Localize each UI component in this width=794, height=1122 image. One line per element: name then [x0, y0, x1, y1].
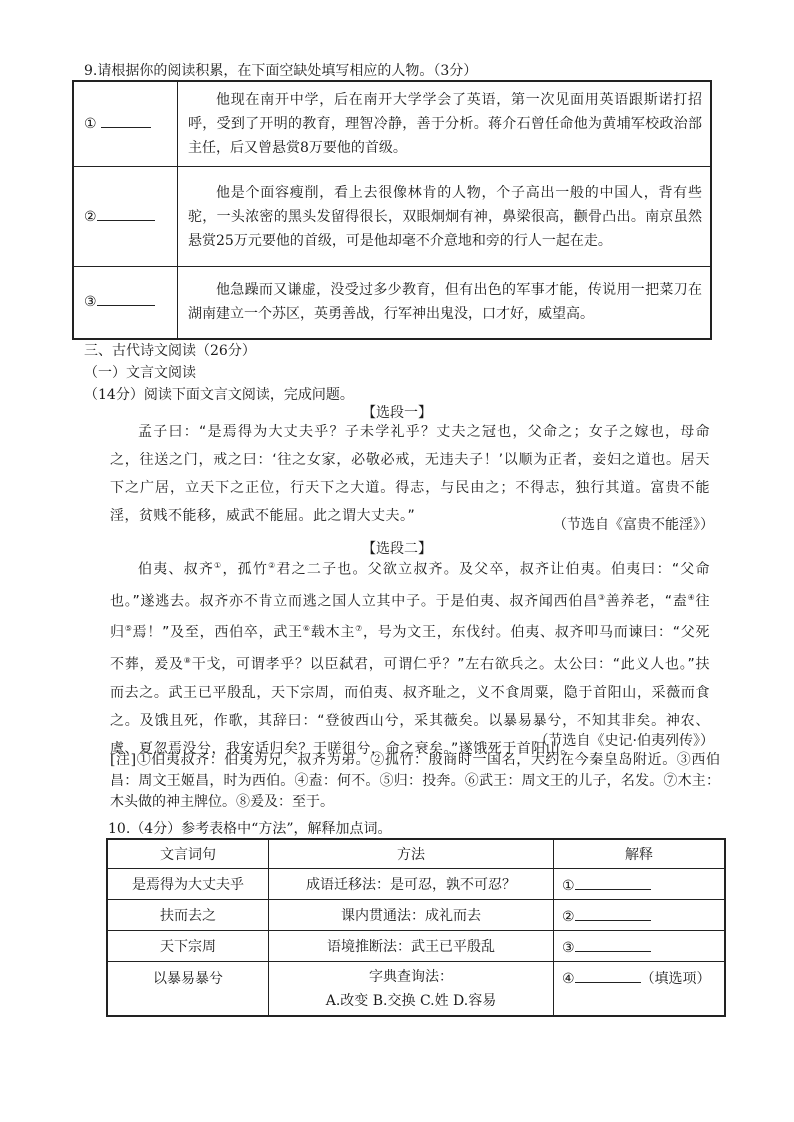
table-row [73, 167, 711, 267]
answer-blank[interactable] [575, 875, 651, 890]
method-cell [269, 962, 554, 1016]
answer-blank[interactable] [575, 906, 651, 921]
answer-cell[interactable] [73, 81, 178, 167]
subsection-title: （一）文言文阅读 [84, 365, 196, 381]
row-number: ② [84, 208, 97, 225]
method-cell: 成语迁移法：是可忍，孰不可忍？ [269, 869, 554, 900]
answer-cell[interactable]: ② [554, 900, 726, 931]
fill-option-hint: （填选项） [640, 971, 711, 987]
table-row [73, 267, 711, 339]
row-number: ③ [84, 294, 97, 311]
description-cell: 他急躁而又谦虚，没受过多少教育，但有出色的军事才能，传说用一把菜刀在湖南建立一个苏区，英勇善战，行军神出鬼没，口才好，威望高。 [178, 267, 712, 339]
table-row [107, 962, 725, 1016]
answer-cell[interactable]: ④ （填选项） [554, 962, 726, 1016]
phrase-cell: 以暴易暴兮 [107, 962, 269, 1016]
table-row [107, 931, 725, 962]
column-header: 解释 [554, 839, 726, 869]
method-cell: 课内贯通法：成礼而去 [269, 900, 554, 931]
question-9-title: 9.请根据你的阅读积累，在下面空缺处填写相应的人物。（3分） [84, 63, 478, 79]
phrase-cell: 是焉得为大丈夫乎 [107, 869, 269, 900]
table-row [73, 81, 711, 167]
answer-blank[interactable] [575, 968, 641, 983]
passage-2-title: 【选段二】 [362, 541, 432, 557]
question-9-table [72, 80, 712, 340]
column-header: 文言词句 [107, 839, 269, 869]
answer-blank[interactable] [101, 113, 151, 128]
method-label: 字典查询法： [369, 969, 453, 986]
section-3-title: 三、古代诗文阅读（26分） [84, 343, 256, 359]
passage-1-source: （节选自《富贵不能淫》） [553, 517, 714, 533]
table-header-row [107, 839, 725, 869]
description-cell: 他是个面容瘦削，看上去很像林肯的人物，个子高出一般的中国人，背有些驼，一头浓密的黑头发留得很长，双眼炯炯有神，鼻梁很高，颧骨凸出。南京虽然悬赏25万元要他的首级，可是他却毫不介意地和旁的行人一起在走。 [178, 167, 712, 267]
question-10-table [106, 838, 726, 1017]
method-cell: 语境推断法：武王已平殷乱 [269, 931, 554, 962]
answer-cell[interactable]: ③ [554, 931, 726, 962]
answer-cell[interactable] [73, 267, 178, 339]
passage-2-source: （节选自《史记·伯夷列传》） [534, 733, 714, 749]
passage-2-text: 伯夷、叔齐①，孤竹②君之二子也。父欲立叔齐。及父卒，叔齐让伯夷。伯夷曰：“父命也。”遂逃去。叔齐亦不肯立而逃之国人立其中子。于是伯夷、叔齐闻西伯昌③善养老，“盍④往归⑤焉！”及至，西伯卒，武王⑥载木主⑦，号为文王，东伐纣。伯夷、叔齐叩马而谏曰：“父死不葬，爰及⑧干戈，可谓孝乎？以臣弑君，可谓仁乎？”左右欲兵之。太公曰：“此义人也。”扶而去之。武王已平殷乱，天下宗周，而伯夷、叔齐耻之，义不食周粟，隐于首阳山，采薇而食之。及饿且死，作歌，其辞曰：“登彼西山兮，采其薇矣。以暴易暴兮，不知其非矣。神农、虞、夏忽焉没兮，我安适归矣？于嗟徂兮，命之衰矣。”遂饿死于首阳山。 [110, 561, 711, 757]
phrase-cell: 扶而去之 [107, 900, 269, 931]
answer-options: A.改变 B.交换 C.姓 D.容易 [325, 993, 497, 1010]
passage-1-title: 【选段一】 [362, 405, 432, 421]
reading-intro: （14分）阅读下面文言文阅读，完成问题。 [84, 387, 354, 403]
table-row [107, 900, 725, 931]
phrase-cell: 天下宗周 [107, 931, 269, 962]
answer-cell[interactable] [73, 167, 178, 267]
passage-1-text: 孟子曰：“是焉得为大丈夫乎？子未学礼乎？丈夫之冠也，父命之；女子之嫁也，母命之，往送之门，戒之曰：‘往之女家，必敬必戒，无违夫子！’以顺为正者，妾妇之道也。居天下之广居，立天下之正位，行天下之大道。得志，与民由之；不得志，独行其道。富贵不能淫，贫贱不能移，威武不能屈。此之谓大丈夫。” [110, 424, 710, 524]
column-header: 方法 [269, 839, 554, 869]
answer-blank[interactable] [575, 937, 651, 952]
annotation-notes: [注]①伯夷叔齐：伯夷为兄，叔齐为弟。②孤竹：殷商时一国名，大约在今秦皇岛附近。③西伯昌：周文王姬昌，时为西伯。④盍：何不。⑤归：投奔。⑥武王：周文王的儿子，名发。⑦木主：木头做的神主牌位。⑧爰及：至于。 [110, 752, 720, 810]
question-10-title: 10.（4分）参考表格中“方法”，解释加点词。 [108, 821, 392, 837]
answer-blank[interactable] [97, 206, 155, 221]
description-cell: 他现在南开中学，后在南开大学学会了英语，第一次见面用英语跟斯诺打招呼，受到了开明的教育，理智冷静，善于分析。蒋介石曾任命他为黄埔军校政治部主任，后又曾悬赏8万要他的首级。 [178, 81, 712, 167]
answer-cell[interactable]: ① [554, 869, 726, 900]
table-row [107, 869, 725, 900]
row-number: ① [84, 116, 97, 132]
answer-blank[interactable] [97, 291, 155, 306]
